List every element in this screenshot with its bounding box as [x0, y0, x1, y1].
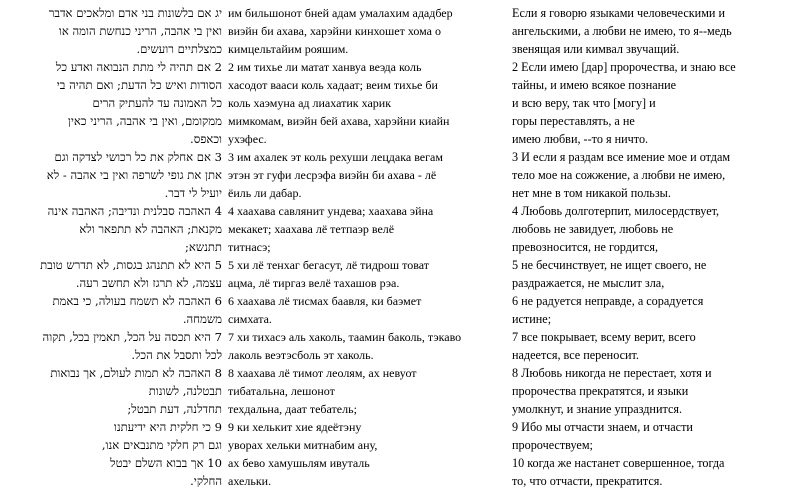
hebrew-line: 2 אם תהיה לי מתת הנבואה ואדע כל — [55, 60, 222, 74]
russian-line: пророчествуем; — [512, 438, 593, 452]
translit-line: этэн эт гуфи лесрэфа виэйн би ахава - лё — [228, 168, 437, 182]
translit-line: симхата. — [228, 312, 272, 326]
translit-line: тибатальна, лешонот — [228, 384, 335, 398]
russian-line: Если я говорю языками человеческими и — [512, 6, 725, 20]
translit-line: ацма, лё тиргаз велё тахашов рэа. — [228, 276, 400, 290]
russian-line: 2 Если имею [дар] пророчества, и знаю все — [512, 60, 736, 74]
hebrew-line: 6 האהבה לא תשמח בעולה, כי באמת — [52, 294, 222, 308]
hebrew-line: מקנאת; האהבה לא תתפאר ולא — [79, 222, 222, 236]
russian-line: надеется, все переносит. — [512, 348, 639, 362]
translit-line: титнасэ; — [228, 240, 271, 254]
russian-line: звенящая или кимвал звучащий. — [512, 42, 680, 56]
transliteration-column — [228, 0, 504, 490]
translit-line: коль хаэмуна ад лиахатик харик — [228, 96, 392, 110]
translit-line: 2 им тихье ли матат ханвуа веэда коль — [228, 60, 422, 74]
translit-line: 6 хаахава лё тисмах баавля, ки баэмет — [228, 294, 422, 308]
translit-line: ёиль ли дабар. — [228, 186, 302, 200]
translit-line: 9 ки хелькит хие ядеётэну — [228, 420, 362, 434]
hebrew-line: 7 היא תכסה על הכל, תאמין בכל, תקוה — [42, 330, 222, 344]
russian-line: тело мое на сожжение, а любви не имею, — [512, 168, 726, 182]
hebrew-column — [0, 0, 222, 490]
hebrew-line: הסודות ואיש כל הדעת; ואם תהיה בי — [56, 78, 222, 92]
hebrew-line: וכאפס. — [190, 132, 222, 146]
translit-line: хасодот вааси коль хадаат; веим тихье би — [228, 78, 438, 92]
translit-line: виэйн би ахава, харэйни кинхошет хома о — [228, 24, 441, 38]
russian-line: то, что отчасти, прекратится. — [512, 474, 663, 488]
hebrew-line: ואין בי אהבה, הריני כנחשת הומה או — [58, 24, 222, 38]
translit-line: 5 хи лё тенхаг бегасут, лё тидрош товат — [228, 258, 430, 272]
translit-line: техдальна, даат тебатель; — [228, 402, 357, 416]
translit-line: 3 им ахалек эт коль рехуши лецдака вегам — [228, 150, 443, 164]
hebrew-line: כמצלתיים רועשים. — [136, 42, 222, 56]
translit-line: 4 хаахава савлянит ундева; хаахава эйна — [228, 204, 434, 218]
translit-line: лаколь веэтэсболь эт хаколь. — [228, 348, 374, 362]
translit-line: уворах хельки митнабим ану, — [228, 438, 378, 452]
hebrew-line: 4 האהבה סבלנית ונדיבה; האהבה אינה — [47, 204, 222, 218]
hebrew-line: תתנשא; — [185, 240, 222, 254]
hebrew-line: כל האמונה עד להעתיק הרים — [92, 96, 222, 110]
hebrew-line: תבטלנה, לשונות — [148, 384, 222, 398]
russian-line: пророчества прекратятся, и языки — [512, 384, 689, 398]
russian-line: 9 Ибо мы отчасти знаем, и отчасти — [512, 420, 693, 434]
russian-line: превозносится, не гордится, — [512, 240, 659, 254]
translit-line: ухэфес. — [228, 132, 267, 146]
translit-line: ахельки. — [228, 474, 272, 488]
russian-line: 7 все покрывает, всему верит, всего — [512, 330, 696, 344]
translit-line: 8 хаахава лё тимот леолям, ах невуот — [228, 366, 417, 380]
hebrew-line: עצמה, לא תרגז ולא תחשב רעה. — [75, 276, 222, 290]
hebrew-line: יג אם בלשונות בני אדם ומלאכים אדבר — [48, 6, 222, 20]
russian-line: 10 когда же настанет совершенное, тогда — [512, 456, 725, 470]
russian-line: истине; — [512, 312, 552, 326]
hebrew-line: יועיל לי דבר. — [164, 186, 222, 200]
russian-line: 3 И если я раздам все имение мое и отдам — [512, 150, 731, 164]
hebrew-line: 10 אך בבוא השלם יבטל — [110, 456, 222, 470]
russian-line: 6 не радуется неправде, а сорадуется — [512, 294, 704, 308]
translit-line: им бильшонот бней адам умалахим ададбер — [228, 6, 453, 20]
russian-line: умолкнут, и знание упразднится. — [512, 402, 683, 416]
russian-line: тайны, и имею всякое познание — [512, 78, 677, 92]
russian-line: и всю веру, так что [могу] и — [512, 96, 656, 110]
hebrew-line: 3 אם אחלק את כל רכושי לצדקה וגם — [54, 150, 222, 164]
hebrew-line: תחדלנה, דעת תבטל; — [127, 402, 222, 416]
translit-line: кимцельтайим рояшим. — [228, 42, 349, 56]
russian-line: 5 не бесчинствует, не ищет своего, не — [512, 258, 707, 272]
russian-line: нет мне в том никакой пользы. — [512, 186, 671, 200]
russian-line: ангельскими, а любви не имею, то я--медь — [512, 24, 732, 38]
russian-line: имею любви, --то я ничто. — [512, 132, 649, 146]
translit-line: ах бево хамушьлям ивуталь — [228, 456, 370, 470]
translit-line: мимкомам, виэйн бей ахава, харэйни киайн — [228, 114, 450, 128]
hebrew-line: 8 האהבה לא תמות לעולם, אך נבואות — [50, 366, 222, 380]
hebrew-line: אתן את גופי לשרפה ואין בי אהבה - לא — [46, 168, 222, 182]
russian-column — [512, 0, 800, 490]
hebrew-line: וגם רק חלקי מתנבאים אנו, — [101, 438, 222, 452]
hebrew-line: 5 היא לא תתנהג בגסות, לא תדרש טובת — [40, 258, 222, 272]
russian-line: раздражается, не мыслит зла, — [512, 276, 665, 290]
russian-line: любовь не завидует, любовь не — [512, 222, 674, 236]
hebrew-line: לכל ותסבל את הכל. — [131, 348, 222, 362]
hebrew-line: משמחה. — [182, 312, 222, 326]
hebrew-line: ממקומם, ואין בי אהבה, הריני כאין — [67, 114, 222, 128]
hebrew-line: החלקי. — [190, 474, 222, 488]
russian-line: 8 Любовь никогда не перестает, хотя и — [512, 366, 712, 380]
russian-line: 4 Любовь долготерпит, милосердствует, — [512, 204, 720, 218]
translit-line: мекакет; хаахава лё тетпаэр велё — [228, 222, 395, 236]
translit-line: 7 хи тихасэ аль хаколь, таамин баколь, тэкаво — [228, 330, 462, 344]
hebrew-line: 9 כי חלקית היא ידיעתנו — [113, 420, 222, 434]
russian-line: горы переставлять, а не — [512, 114, 635, 128]
